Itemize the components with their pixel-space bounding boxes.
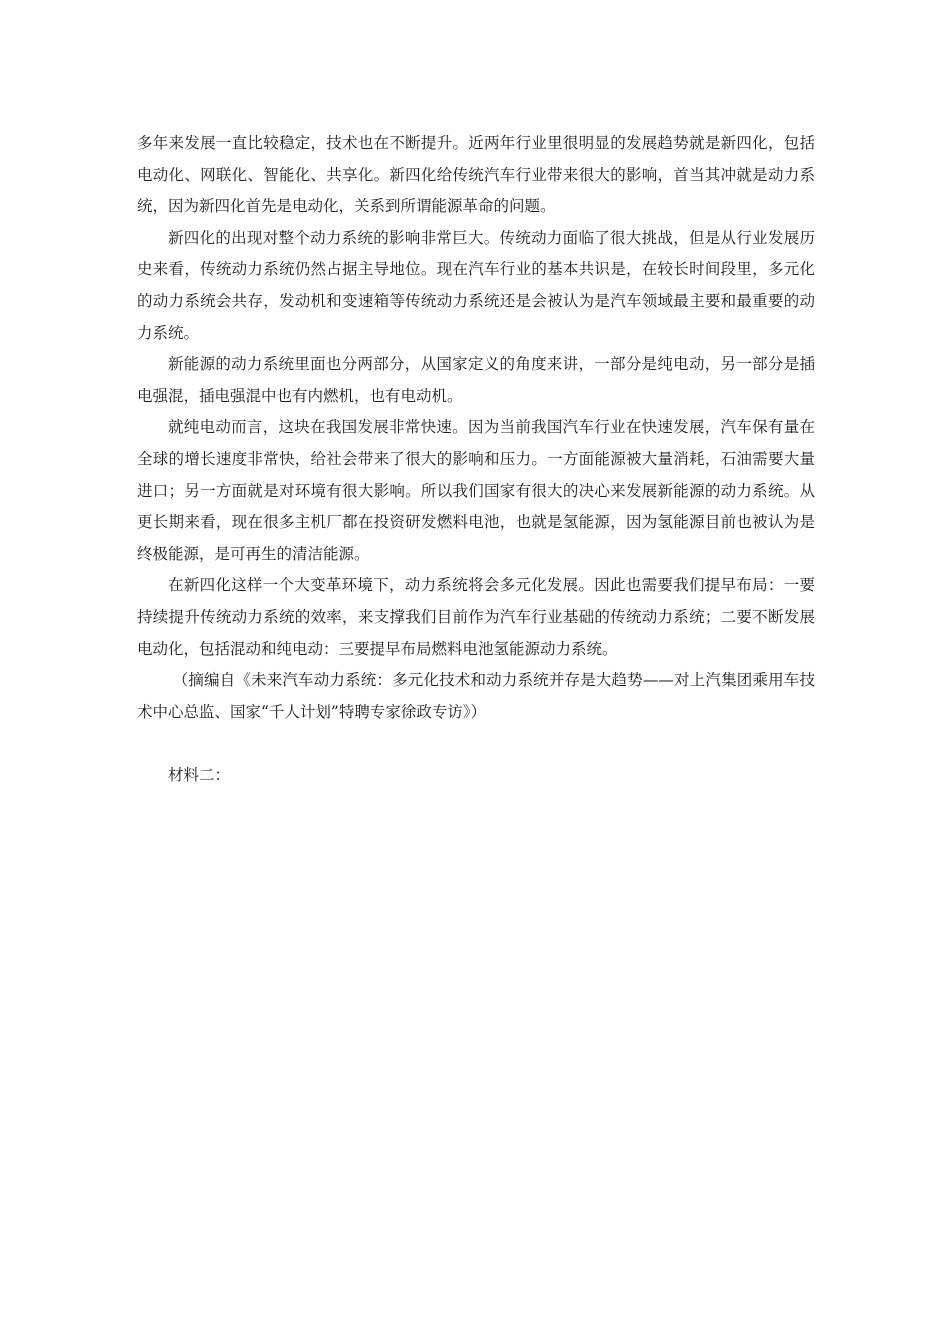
paragraph-pure-electric: 就纯电动而言，这块在我国发展非常快速。因为当前我国汽车行业在快速发展，汽车保有量在全球的增长速度非常快，给社会带来了很大的影响和压力。一方面能源被大量消耗，石油需要大量进口；另一方面就是对环境有很大影响。所以我们国家有很大的决心来发展新能源的动力系统。从更长期来看，现在很多主机厂都在投资研发燃料电池，也就是氢能源，因为氢能源目前也被认为是终极能源，是可再生的清洁能源。	[137, 418, 815, 563]
paragraph-new-four-modernizations: 新四化的出现对整个动力系统的影响非常巨大。传统动力面临了很大挑战，但是从行业发展历史来看，传统动力系统仍然占据主导地位。现在汽车行业的基本共识是，在较长时间段里，多元化的动力系统会共存，发动机和变速箱等传统动力系统还是会被认为是汽车领域最主要和最重要的动力系统。	[137, 228, 815, 342]
paragraph-diversified-development: 在新四化这样一个大变革环境下，动力系统将会多元化发展。因此也需要我们提早布局：一要持续提升传统动力系统的效率，来支撑我们目前作为汽车行业基础的传统动力系统；二要不断发展电动化，包括混动和纯电动：三要提早布局燃料电池氢能源动力系统。	[137, 576, 815, 658]
article-body	[137, 128, 815, 791]
material-two-label: 材料二：	[168, 765, 231, 784]
paragraph-continuation: 多年来发展一直比较稳定，技术也在不断提升。近两年行业里很明显的发展趋势就是新四化，包括电动化、网联化、智能化、共享化。新四化给传统汽车行业带来很大的影响，首当其冲就是动力系统，因为新四化首先是电动化，关系到所谓能源革命的问题。	[137, 134, 815, 216]
source-citation: （摘编自《未来汽车动力系统：多元化技术和动力系统并存是大趋势——对上汽集团乘用车技术中心总监、国家“千人计划”特聘专家徐政专访》）	[137, 671, 815, 721]
paragraph-new-energy-parts: 新能源的动力系统里面也分两部分，从国家定义的角度来讲，一部分是纯电动，另一部分是插电强混，插电强混中也有内燃机，也有电动机。	[137, 355, 815, 405]
